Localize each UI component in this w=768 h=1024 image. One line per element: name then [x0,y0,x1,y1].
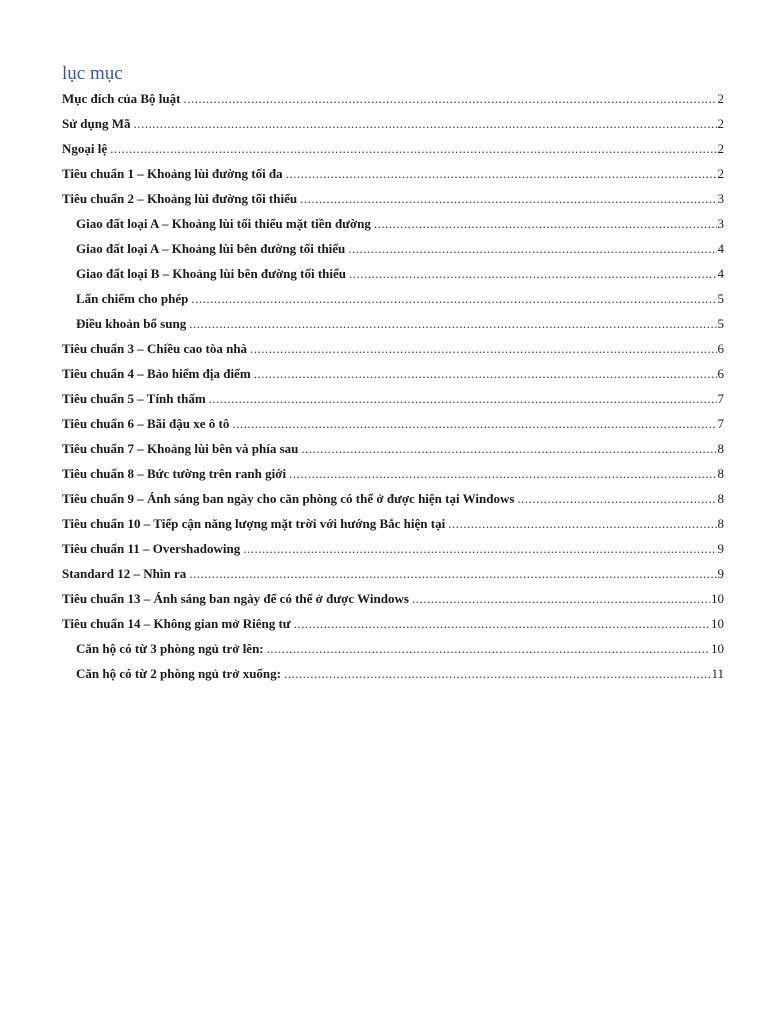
toc-dot-leader [183,86,716,111]
toc-page-number[interactable]: 6 [717,366,724,381]
toc-page-number[interactable]: 9 [717,541,724,556]
toc-entry-text[interactable]: Lấn chiếm cho phép [76,291,189,306]
toc-page-number[interactable]: 9 [717,566,724,581]
toc-entry-text[interactable]: Tiêu chuẩn 2 – Khoảng lùi đường tối thiểu [62,191,298,206]
toc-dot-leader [134,111,717,136]
toc-entry-text[interactable]: Tiêu chuẩn 8 – Bức tường trên ranh giới [62,466,287,481]
toc-entry[interactable] [62,86,724,111]
toc-entry[interactable] [62,486,724,511]
toc-page-number[interactable]: 7 [717,416,724,431]
toc-page-number[interactable]: 8 [717,441,724,456]
toc-page-number[interactable]: 7 [717,391,724,406]
toc-dot-leader [301,436,716,461]
toc-page-number[interactable]: 10 [711,641,724,656]
toc-dot-leader [191,286,716,311]
toc-entry[interactable] [62,536,724,561]
toc-page-number[interactable]: 11 [711,666,724,681]
toc-page-number[interactable]: 5 [717,316,724,331]
toc-entry-text[interactable]: Căn hộ có từ 2 phòng ngủ trở xuống: [76,666,281,681]
toc-page-number[interactable]: 4 [717,241,724,256]
toc-entry-text[interactable]: Tiêu chuẩn 3 – Chiều cao tòa nhà [62,341,248,356]
toc-entry-text[interactable]: Tiêu chuẩn 5 – Tính thấm [62,391,206,406]
toc-entry-text[interactable]: Giao đất loại A – Khoảng lùi bên đường tối thiểu [76,241,346,256]
toc-dot-leader [349,261,716,286]
toc-dot-leader [209,386,717,411]
toc-page-number[interactable]: 3 [717,191,724,206]
toc-entry-text[interactable]: Tiêu chuẩn 10 – Tiếp cận năng lượng mặt trời với hướng Bắc hiện tại [62,516,446,531]
toc-page-number[interactable]: 2 [717,116,724,131]
toc-dot-leader [448,511,716,536]
toc-entry-text[interactable]: Căn hộ có từ 3 phòng ngủ trở lên: [76,641,264,656]
toc-page-number[interactable]: 8 [717,466,724,481]
toc-dot-leader [412,586,710,611]
toc-entry-text[interactable]: Tiêu chuẩn 6 – Bãi đậu xe ô tô [62,416,230,431]
toc-page-number[interactable]: 6 [717,341,724,356]
toc-dot-leader [110,136,716,161]
toc-entry-text[interactable]: Giao đất loại A – Khoảng lùi tối thiểu mặt tiền đường [76,216,371,231]
toc-dot-leader [374,211,717,236]
toc-page-number[interactable]: 8 [717,516,724,531]
toc-page-number[interactable]: 8 [717,491,724,506]
toc-entry[interactable] [62,461,724,486]
toc-entry-text[interactable]: Tiêu chuẩn 11 – Overshadowing [62,541,241,556]
toc-dot-leader [284,661,710,686]
toc-entry[interactable] [62,586,724,611]
toc-entry[interactable] [62,186,724,211]
toc-dot-leader [267,636,710,661]
toc-entry-text[interactable]: Tiêu chuẩn 9 – Ánh sáng ban ngày cho căn phòng có thể ở được hiện tại Windows [62,491,515,506]
toc-page-number[interactable]: 2 [717,91,724,106]
toc-page-number[interactable]: 10 [711,616,724,631]
toc-entry-text[interactable]: Standard 12 – Nhìn ra [62,566,187,581]
toc-page-number[interactable]: 4 [717,266,724,281]
toc-entry-text[interactable]: Tiêu chuẩn 13 – Ánh sáng ban ngày để có thể ở được Windows [62,591,409,606]
toc-entry[interactable] [62,611,724,636]
toc-dot-leader [243,536,716,561]
toc-entry[interactable] [62,386,724,411]
toc-entry-text[interactable]: Tiêu chuẩn 14 – Không gian mở Riêng tư [62,616,291,631]
toc-dot-leader [294,611,710,636]
toc-entry-text[interactable]: Giao đất loại B – Khoảng lùi bên đường tối thiểu [76,266,347,281]
toc-entry-text[interactable]: Tiêu chuẩn 1 – Khoảng lùi đường tối đa [62,166,283,181]
toc-entry[interactable] [62,136,724,161]
toc-dot-leader [189,561,716,586]
toc-dot-leader [232,411,716,436]
toc-dot-leader [254,361,717,386]
toc-entry[interactable] [62,511,724,536]
toc-page-number[interactable]: 10 [711,591,724,606]
toc-dot-leader [517,486,716,511]
toc-entry-text[interactable]: Sử dụng Mã [62,116,131,131]
toc-entry[interactable] [62,161,724,186]
toc-entry[interactable] [62,236,724,261]
toc-entry[interactable] [62,361,724,386]
toc-entry[interactable] [62,286,724,311]
toc-page-number[interactable]: 2 [717,166,724,181]
toc-entry[interactable] [62,661,724,686]
toc-entry[interactable] [62,636,724,661]
toc-entry[interactable] [62,411,724,436]
toc-entry-text[interactable]: Ngoại lệ [62,141,108,156]
toc-entry[interactable] [62,261,724,286]
toc-dot-leader [348,236,716,261]
toc-dot-leader [250,336,716,361]
toc-entry-text[interactable]: Tiêu chuẩn 4 – Bảo hiểm địa điểm [62,366,251,381]
toc-page-number[interactable]: 3 [717,216,724,231]
toc-entry[interactable] [62,211,724,236]
toc-entry-text[interactable]: Mục đích của Bộ luật [62,91,181,106]
toc-dot-leader [189,311,716,336]
toc-entry[interactable] [62,311,724,336]
toc-entry-text[interactable]: Điều khoản bổ sung [76,316,187,331]
toc-entry-text[interactable]: Tiêu chuẩn 7 – Khoảng lùi bên và phía sau [62,441,299,456]
toc-list [62,86,724,686]
toc-entry[interactable] [62,436,724,461]
document-page [62,62,724,686]
toc-entry[interactable] [62,111,724,136]
toc-entry[interactable] [62,561,724,586]
toc-entry[interactable] [62,336,724,361]
toc-dot-leader [286,161,717,186]
toc-dot-leader [300,186,716,211]
toc-page-number[interactable]: 2 [717,141,724,156]
toc-page-number[interactable]: 5 [717,291,724,306]
toc-title: lục mục [62,63,123,84]
toc-dot-leader [289,461,716,486]
